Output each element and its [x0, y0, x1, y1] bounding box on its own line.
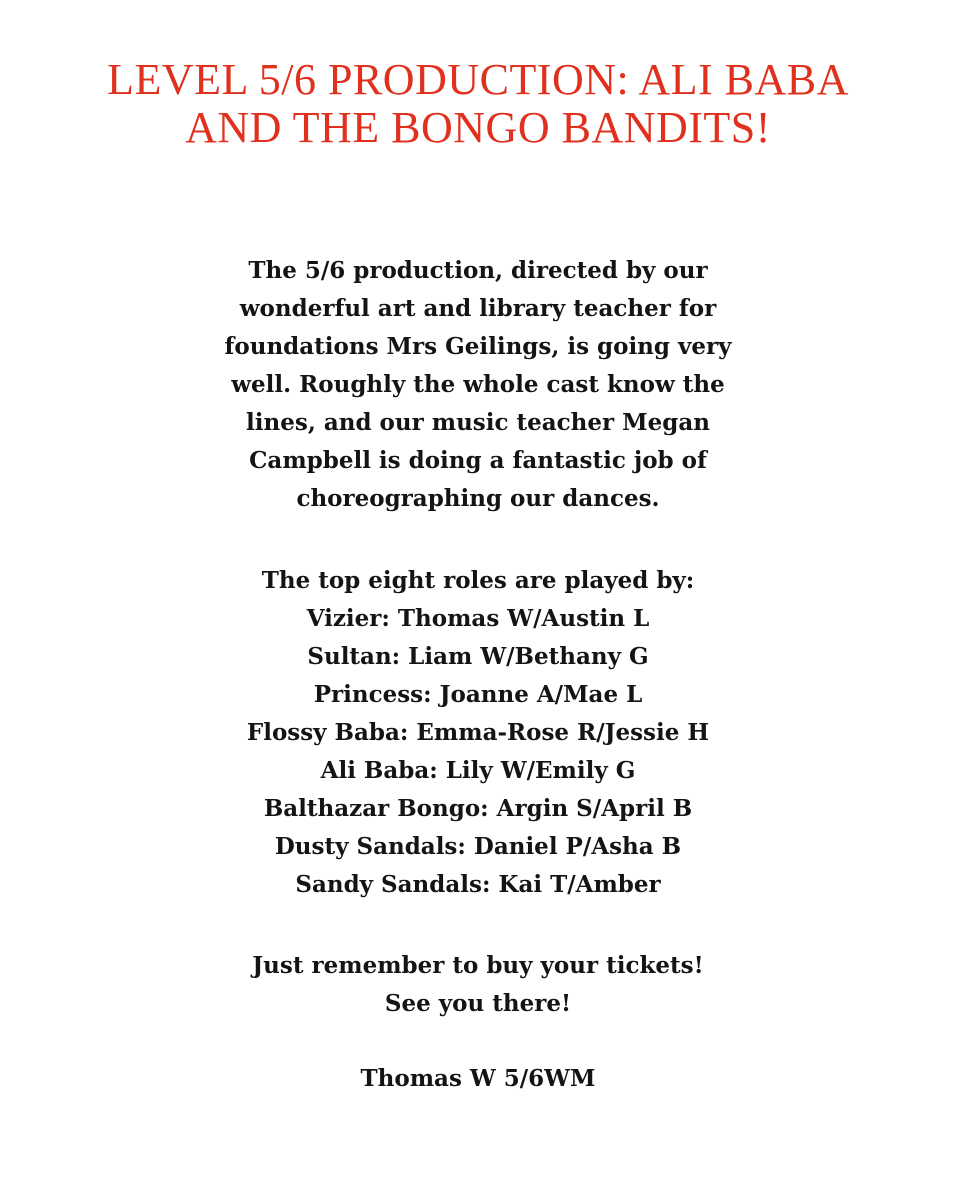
- intro-line: foundations Mrs Geilings, is going very: [224, 333, 732, 360]
- role-line: Flossy Baba: Emma-Rose R/Jessie H: [246, 719, 710, 746]
- role-line: Ali Baba: Lily W/Emily G: [320, 757, 636, 784]
- role-line: Dusty Sandals: Daniel P/Asha B: [274, 833, 682, 860]
- intro-line: The 5/6 production, directed by our: [248, 257, 708, 284]
- closing-paragraph: [178, 947, 778, 1023]
- role-line: Sultan: Liam W/Bethany G: [307, 643, 649, 670]
- intro-line: wonderful art and library teacher for: [239, 295, 717, 322]
- role-line: Princess: Joanne A/Mae L: [313, 681, 643, 708]
- intro-line: Campbell is doing a fantastic job of: [249, 447, 707, 474]
- intro-paragraph: [178, 252, 778, 518]
- signature: [178, 1060, 778, 1098]
- page-title: [0, 56, 956, 152]
- closing-line: Just remember to buy your tickets!: [252, 952, 704, 979]
- intro-line: well. Roughly the whole cast know the: [231, 371, 725, 398]
- role-line: Balthazar Bongo: Argin S/April B: [263, 795, 693, 822]
- closing-line: See you there!: [384, 990, 572, 1017]
- title-line-1: LEVEL 5/6 PRODUCTION: ALI BABA: [107, 55, 849, 104]
- intro-line: lines, and our music teacher Megan: [246, 409, 710, 436]
- signature-line: Thomas W 5/6WM: [360, 1065, 596, 1092]
- roles-heading: The top eight roles are played by:: [261, 567, 695, 594]
- roles-paragraph: [178, 562, 778, 904]
- intro-line: choreographing our dances.: [296, 485, 660, 512]
- role-line: Sandy Sandals: Kai T/Amber: [295, 871, 661, 898]
- role-line: Vizier: Thomas W/Austin L: [306, 605, 650, 632]
- title-line-2: AND THE BONGO BANDITS!: [185, 103, 771, 152]
